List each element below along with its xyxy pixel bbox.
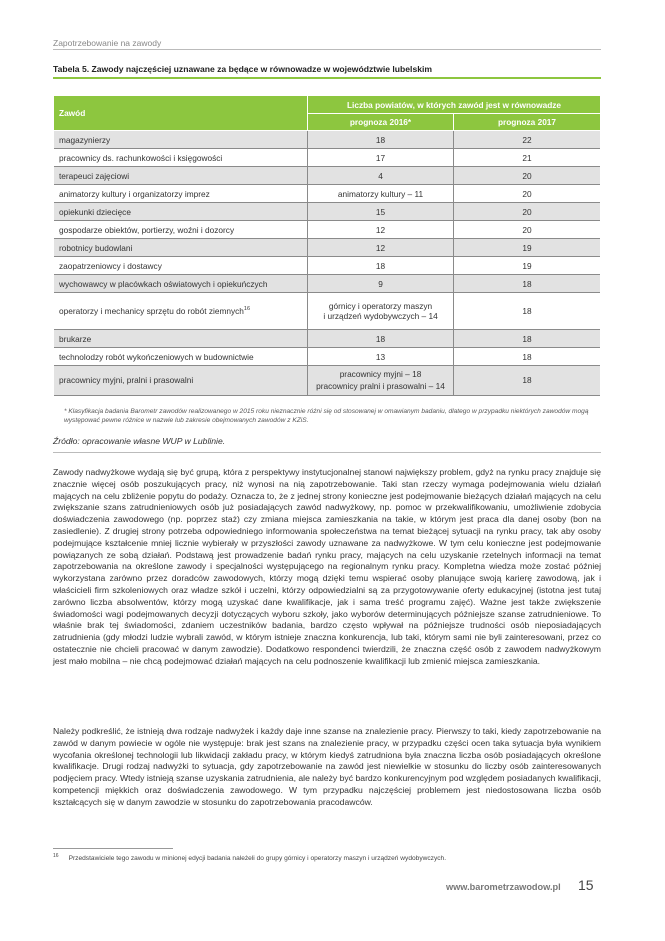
running-header: Zapotrzebowanie na zawody bbox=[53, 38, 162, 48]
table-row bbox=[54, 131, 600, 149]
table-row bbox=[54, 149, 600, 167]
footnote-number: 16 bbox=[53, 853, 59, 859]
table-title: Tabela 5. Zawody najczęściej uznawane za będące w równowadze w województwie lubelskim bbox=[53, 64, 433, 74]
cell-zawod: terapeuci zajęciowi bbox=[54, 167, 308, 185]
cell-2016 bbox=[308, 293, 454, 330]
column-group-header: Liczba powiatów, w których zawód jest w równowadze bbox=[308, 96, 601, 114]
cell-2016: 9 bbox=[308, 275, 454, 293]
cell-zawod: animatorzy kultury i organizatorzy imprez bbox=[54, 185, 308, 203]
table-row bbox=[54, 185, 600, 203]
footnote-ref-16: 16 bbox=[243, 306, 251, 313]
cell-zawod: magazynierzy bbox=[54, 131, 308, 149]
website-link[interactable]: www.barometrzawodow.pl bbox=[446, 882, 561, 892]
table-row bbox=[54, 366, 600, 396]
cell-zawod-text: operatorzy i mechanicy sprzętu do robót ziemnych bbox=[59, 306, 244, 316]
table-row bbox=[54, 203, 600, 221]
cell-2016: 15 bbox=[308, 203, 454, 221]
cell-2016: animatorzy kultury – 11 bbox=[308, 185, 454, 203]
cell-zawod: gospodarze obiektów, portierzy, woźni i dozorcy bbox=[54, 221, 308, 239]
column-header-2017: prognoza 2017 bbox=[454, 114, 601, 131]
table-source: Źródło: opracowanie własne WUP w Lublinie. bbox=[53, 436, 226, 446]
table-row bbox=[54, 330, 600, 348]
cell-2016: 13 bbox=[308, 348, 454, 366]
cell-2016: 12 bbox=[308, 239, 454, 257]
cell-2017: 18 bbox=[454, 366, 601, 396]
footnote-text: Przedstawiciele tego zawodu w minionej edycji badania należeli do grupy górnicy i operatorzy maszyn i urządzeń wydobywczych. bbox=[68, 855, 447, 863]
cell-2017: 19 bbox=[454, 239, 601, 257]
table-row bbox=[54, 348, 600, 366]
footnote-rule bbox=[53, 848, 173, 849]
cell-zawod: wychowawcy w placówkach oświatowych i opiekuńczych bbox=[54, 275, 308, 293]
cell-2016-line2: i urządzeń wydobywczych – 14 bbox=[323, 311, 438, 321]
cell-2016: 12 bbox=[308, 221, 454, 239]
table-row bbox=[54, 257, 600, 275]
occupations-table bbox=[54, 96, 600, 396]
cell-2017: 20 bbox=[454, 185, 601, 203]
cell-2016-line1: górnicy i operatorzy maszyn bbox=[328, 301, 433, 311]
table-footnote: * Klasyfikacja badania Barometr zawodów realizowanego w 2015 roku nieznacznie różni się od stosowanej w omawianym badaniu, dlatego w przypadku niektórych zawodów mogą występować pewne różnice w nazwie lub zakresie obejmowanych zawodów z KZiS. bbox=[64, 408, 589, 424]
table-row bbox=[54, 167, 600, 185]
cell-2016: 17 bbox=[308, 149, 454, 167]
cell-2017: 18 bbox=[454, 348, 601, 366]
paragraph-1: Zawody nadwyżkowe wydają się być grupą, która z perspektywy instytucjonalnej stanowi największy problem, gdyż na rynku pracy znajduje się znacznie więcej osób poszukujących pracy, niż wynosi na nią zapotrzebowanie. Taki stan rzeczy wymaga podejmowania wielu działań mających na celu zbliżenie popytu do podaży. Oznacza to, że z jednej strony konieczne jest podejmowanie bieżących działań mających na celu zwiększanie szans zatrudnieniowych osób już posiadających zawód nadwyżkowy, np. pomoc w przekwalifikowaniu, umożliwienie zdobycia doświadczenia zawodowego (np. poprzez staż) czy zmiana miejsca zamieszkania na takie, w którym jest praca dla danej osoby (bon na zasiedlenie). Z drugiej strony potrzeba odpowiedniego informowania społeczeństwa na temat bieżącej sytuacji na rynku pracy, tak aby osoby podejmujące kształcenie mniej licznie wybierały w przyszłości zawody uznawane za nadwyżkowe. W tym celu konieczne jest podejmowanie powiązanych ze sobą działań. Podstawą jest prowadzenie badań rynku pracy, mających na celu uzyskanie rzetelnych informacji na temat zapotrzebowania na określone zawody i specjalności występującego na regionalnym rynku pracy. Kompletna wiedza może zostać później wykorzystana zarówno przez doradców zawodowych, którzy mogą dzięki temu wspierać osoby planujące swoją karierę zawodową, jak i właścicieli firm szkoleniowych oraz władze szkół i uczelni, którzy odpowiedzialni są za przygotowywanie oferty edukacyjnej (istotna jest tutaj zarówno liczba absolwentów, którzy mogą uzyskać dane kwalifikacje, jak i sama treść programu zajęć). Ważne jest także zwiększenie świadomości wagi podejmowanych decyzji dotyczących wyboru szkoły, jako wyborów determinujących późniejsze szanse zatrudnieniowe. To właśnie brak tej świadomości, zdaniem uczestników badania, bardzo często wpływał na późniejsze trudności osób nieposiadających zatrudnienia (gdy młodzi ludzie wybrali zawód, w którym istnieje znaczna konkurencja, lub taki, którym sami nie byli zainteresowani, przez co ostatecznie nie chcieli pracować w danym zawodzie). Dodatkowo respondenci twierdzili, że znaczna część osób z zawodem nadwyżkowym jest mało mobilna – nie chcą podejmować działań mających na celu podnoszenie kwalifikacji lub zmienić miejsca zamieszkania. bbox=[53, 467, 601, 666]
cell-zawod: pracownicy myjni, pralni i prasowalni bbox=[54, 366, 308, 396]
cell-2016: 4 bbox=[308, 167, 454, 185]
cell-2017: 20 bbox=[454, 167, 601, 185]
cell-2016: 18 bbox=[308, 257, 454, 275]
table-row bbox=[54, 275, 600, 293]
table-row bbox=[54, 293, 600, 330]
cell-2017: 20 bbox=[454, 203, 601, 221]
cell-2016: 18 bbox=[308, 330, 454, 348]
cell-2017: 19 bbox=[454, 257, 601, 275]
page-number: 15 bbox=[578, 877, 594, 893]
paragraph-2: Należy podkreślić, że istnieją dwa rodzaje nadwyżek i każdy daje inne szanse na znalezienie pracy. Pierwszy to taki, kiedy zapotrzebowanie na zawód w danym powiecie w ogóle nie występuje: brak jest szans na znalezienie pracy, w przypadku części ocen taka sytuacja była wynikiem wycofania określonej technologii lub likwidacji zakładu pracy, w którym kiedyś zatrudniona była znaczna liczba osób posiadających określone kwalifikacje. Drugi rodzaj nadwyżki to sytuacja, gdy zapotrzebowanie na zawód jest niewielkie w stosunku do liczby osób zainteresowanych podjęciem pracy. Wtedy istnieją szanse uzyskania zatrudnienia, ale należy być bardzo konkurencyjnym pod względem posiadanych kwalifikacji, kompetencji miękkich oraz doświadczenia zawodowego. W tym przypadku najczęściej problemem jest niedostosowana liczba osób kształcących się w danym zawodzie w stosunku do zapotrzebowania pracodawców. bbox=[53, 726, 601, 807]
cell-zawod bbox=[54, 293, 308, 330]
cell-2016 bbox=[308, 366, 454, 396]
cell-2016-line2: pracownicy pralni i prasowalni – 14 bbox=[316, 380, 445, 391]
cell-zawod: zaopatrzeniowcy i dostawcy bbox=[54, 257, 308, 275]
title-rule bbox=[53, 77, 601, 79]
cell-2017: 20 bbox=[454, 221, 601, 239]
cell-2017: 18 bbox=[454, 293, 601, 330]
cell-2017: 21 bbox=[454, 149, 601, 167]
cell-zawod: opiekunki dziecięce bbox=[54, 203, 308, 221]
source-rule bbox=[53, 452, 601, 453]
table-row bbox=[54, 221, 600, 239]
cell-2017: 18 bbox=[454, 330, 601, 348]
footnote-16 bbox=[53, 853, 446, 862]
cell-zawod: pracownicy ds. rachunkowości i księgowości bbox=[54, 149, 308, 167]
cell-zawod: brukarze bbox=[54, 330, 308, 348]
table-row bbox=[54, 239, 600, 257]
cell-2017: 18 bbox=[454, 275, 601, 293]
column-header-2016: prognoza 2016* bbox=[308, 114, 454, 131]
cell-zawod: robotnicy budowlani bbox=[54, 239, 308, 257]
column-header-zawod: Zawód bbox=[54, 96, 308, 131]
header-rule bbox=[53, 49, 601, 50]
cell-2016-line1: pracownicy myjni – 18 bbox=[339, 369, 422, 379]
cell-2016: 18 bbox=[308, 131, 454, 149]
cell-zawod: technolodzy robót wykończeniowych w budownictwie bbox=[54, 348, 308, 366]
cell-2017: 22 bbox=[454, 131, 601, 149]
